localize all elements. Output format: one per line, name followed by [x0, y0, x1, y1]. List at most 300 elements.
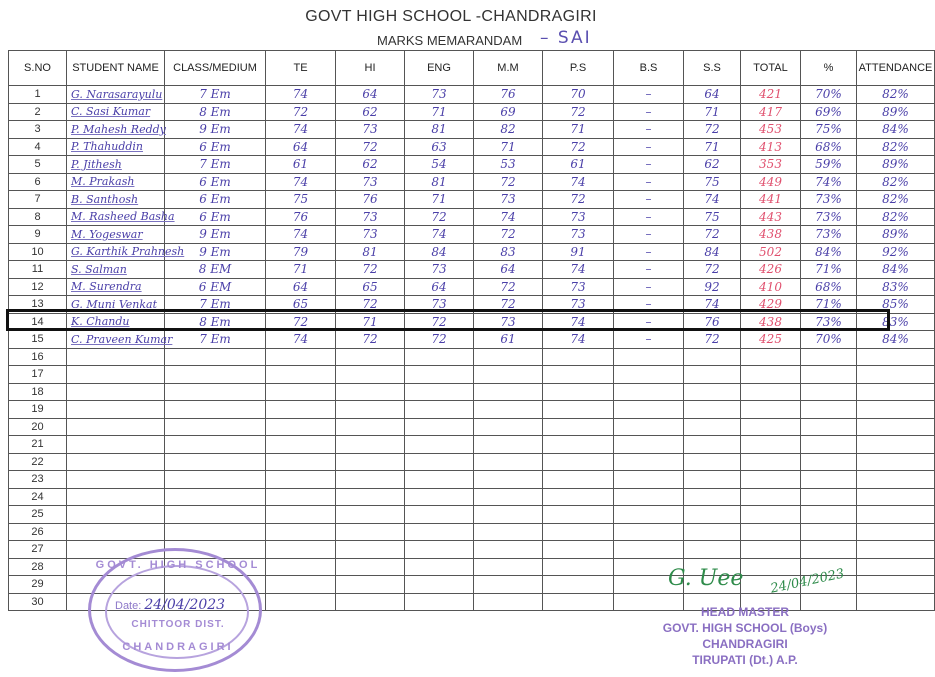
cell-total — [741, 506, 801, 524]
cell-attendance: 89% — [857, 156, 935, 174]
hm-line-2: GOVT. HIGH SCHOOL (Boys) — [662, 621, 828, 635]
cell-total — [741, 383, 801, 401]
signature-date: 24/04/2023 — [769, 566, 846, 597]
hm-line-1: HEAD MASTER — [700, 605, 789, 619]
column-header-percent: % — [801, 51, 857, 86]
cell-bs — [614, 488, 684, 506]
cell-student-name — [67, 471, 165, 489]
cell-percent: 71% — [801, 296, 857, 314]
cell-eng: 71 — [405, 191, 474, 209]
cell-hi — [336, 523, 405, 541]
table-row — [9, 243, 935, 261]
cell-attendance: 85% — [857, 296, 935, 314]
column-header-attendance: ATTENDANCE — [857, 51, 935, 86]
cell-mm — [474, 436, 543, 454]
cell-ps — [543, 418, 614, 436]
cell-ps: 73 — [543, 226, 614, 244]
cell-hi — [336, 436, 405, 454]
cell-student-name: S. Salman — [67, 261, 165, 279]
cell-te: 74 — [266, 121, 336, 139]
cell-attendance — [857, 576, 935, 594]
cell-total — [741, 523, 801, 541]
cell-eng — [405, 541, 474, 559]
table-row — [9, 418, 935, 436]
cell-total: 443 — [741, 208, 801, 226]
cell-percent — [801, 488, 857, 506]
cell-mm: 64 — [474, 261, 543, 279]
cell-sno: 7 — [9, 191, 67, 209]
cell-hi — [336, 541, 405, 559]
cell-attendance — [857, 523, 935, 541]
table-row — [9, 121, 935, 139]
cell-student-name — [67, 488, 165, 506]
cell-total: 502 — [741, 243, 801, 261]
cell-total: 438 — [741, 313, 801, 331]
cell-te — [266, 488, 336, 506]
cell-mm — [474, 593, 543, 611]
cell-mm — [474, 453, 543, 471]
table-row — [9, 331, 935, 349]
cell-ss: 71 — [684, 103, 741, 121]
cell-total: 425 — [741, 331, 801, 349]
cell-hi — [336, 506, 405, 524]
cell-attendance — [857, 506, 935, 524]
cell-sno: 18 — [9, 383, 67, 401]
table-row — [9, 471, 935, 489]
cell-class-medium: 7 Em — [165, 156, 266, 174]
cell-te — [266, 558, 336, 576]
cell-eng: 72 — [405, 313, 474, 331]
cell-te: 71 — [266, 261, 336, 279]
cell-te: 74 — [266, 86, 336, 104]
cell-te — [266, 401, 336, 419]
cell-hi: 62 — [336, 156, 405, 174]
cell-percent: 73% — [801, 191, 857, 209]
cell-student-name: G. Narasarayulu — [67, 86, 165, 104]
cell-student-name — [67, 436, 165, 454]
cell-sno: 3 — [9, 121, 67, 139]
cell-total: 453 — [741, 121, 801, 139]
cell-hi — [336, 488, 405, 506]
cell-sno: 9 — [9, 226, 67, 244]
cell-ss — [684, 541, 741, 559]
table-row — [9, 261, 935, 279]
cell-ps — [543, 401, 614, 419]
cell-ss: 76 — [684, 313, 741, 331]
cell-bs — [614, 541, 684, 559]
cell-bs: – — [614, 121, 684, 139]
cell-eng — [405, 348, 474, 366]
cell-te — [266, 436, 336, 454]
cell-ps — [543, 506, 614, 524]
cell-student-name: C. Sasi Kumar — [67, 103, 165, 121]
cell-percent: 70% — [801, 331, 857, 349]
cell-bs: – — [614, 331, 684, 349]
cell-ss — [684, 436, 741, 454]
cell-te: 79 — [266, 243, 336, 261]
cell-class-medium — [165, 506, 266, 524]
table-row — [9, 506, 935, 524]
cell-ps — [543, 576, 614, 594]
cell-percent — [801, 436, 857, 454]
cell-ss — [684, 471, 741, 489]
header-row — [9, 51, 935, 86]
cell-eng: 72 — [405, 208, 474, 226]
stamp-district: CHITTOOR DIST. — [131, 619, 225, 630]
cell-student-name: K. Chandu — [67, 313, 165, 331]
cell-percent: 69% — [801, 103, 857, 121]
cell-mm — [474, 401, 543, 419]
table-row — [9, 103, 935, 121]
cell-eng: 84 — [405, 243, 474, 261]
cell-mm — [474, 506, 543, 524]
cell-ps: 74 — [543, 173, 614, 191]
cell-bs: – — [614, 261, 684, 279]
hm-line-4: TIRUPATI (Dt.) A.P. — [692, 653, 798, 667]
table-row — [9, 453, 935, 471]
cell-student-name — [67, 348, 165, 366]
cell-ps — [543, 348, 614, 366]
cell-ps: 72 — [543, 191, 614, 209]
cell-attendance — [857, 418, 935, 436]
cell-te — [266, 348, 336, 366]
cell-hi: 64 — [336, 86, 405, 104]
cell-ss — [684, 506, 741, 524]
cell-class-medium: 9 Em — [165, 243, 266, 261]
cell-percent: 70% — [801, 86, 857, 104]
cell-ps: 72 — [543, 103, 614, 121]
cell-bs — [614, 453, 684, 471]
cell-ss: 72 — [684, 331, 741, 349]
cell-class-medium: 6 Em — [165, 208, 266, 226]
table-row — [9, 226, 935, 244]
cell-student-name — [67, 453, 165, 471]
cell-class-medium — [165, 436, 266, 454]
cell-bs — [614, 383, 684, 401]
cell-ps — [543, 453, 614, 471]
cell-class-medium — [165, 523, 266, 541]
cell-mm — [474, 348, 543, 366]
cell-class-medium — [165, 348, 266, 366]
cell-sno: 23 — [9, 471, 67, 489]
cell-ps: 73 — [543, 296, 614, 314]
cell-percent — [801, 401, 857, 419]
cell-mm — [474, 471, 543, 489]
cell-eng: 73 — [405, 261, 474, 279]
cell-mm: 53 — [474, 156, 543, 174]
cell-bs — [614, 366, 684, 384]
cell-bs — [614, 401, 684, 419]
cell-ps — [543, 471, 614, 489]
cell-class-medium: 6 Em — [165, 173, 266, 191]
cell-sno: 30 — [9, 593, 67, 611]
cell-mm: 71 — [474, 138, 543, 156]
cell-total — [741, 541, 801, 559]
cell-te: 64 — [266, 138, 336, 156]
cell-attendance — [857, 453, 935, 471]
cell-sno: 20 — [9, 418, 67, 436]
cell-bs — [614, 506, 684, 524]
cell-total — [741, 436, 801, 454]
cell-te — [266, 576, 336, 594]
cell-attendance — [857, 488, 935, 506]
cell-percent — [801, 453, 857, 471]
cell-attendance: 83% — [857, 313, 935, 331]
cell-sno: 19 — [9, 401, 67, 419]
cell-ps: 72 — [543, 138, 614, 156]
cell-te — [266, 593, 336, 611]
cell-mm: 72 — [474, 173, 543, 191]
cell-eng: 54 — [405, 156, 474, 174]
cell-bs — [614, 348, 684, 366]
cell-student-name — [67, 523, 165, 541]
cell-class-medium — [165, 453, 266, 471]
cell-te — [266, 383, 336, 401]
cell-percent: 68% — [801, 138, 857, 156]
cell-sno: 15 — [9, 331, 67, 349]
cell-mm: 73 — [474, 313, 543, 331]
cell-hi: 72 — [336, 296, 405, 314]
cell-hi — [336, 401, 405, 419]
cell-ps: 61 — [543, 156, 614, 174]
cell-bs: – — [614, 278, 684, 296]
column-header-class-medium: CLASS/MEDIUM — [165, 51, 266, 86]
column-header-eng: ENG — [405, 51, 474, 86]
cell-ss: 62 — [684, 156, 741, 174]
cell-mm: 72 — [474, 296, 543, 314]
cell-attendance: 82% — [857, 208, 935, 226]
cell-ss: 74 — [684, 191, 741, 209]
cell-ps: 74 — [543, 313, 614, 331]
cell-class-medium — [165, 401, 266, 419]
cell-total — [741, 401, 801, 419]
cell-attendance — [857, 348, 935, 366]
cell-hi: 73 — [336, 173, 405, 191]
cell-sno: 5 — [9, 156, 67, 174]
cell-percent — [801, 348, 857, 366]
cell-percent: 73% — [801, 208, 857, 226]
cell-total: 441 — [741, 191, 801, 209]
cell-sno: 2 — [9, 103, 67, 121]
cell-ps: 73 — [543, 208, 614, 226]
cell-te — [266, 366, 336, 384]
cell-ss — [684, 366, 741, 384]
cell-te: 75 — [266, 191, 336, 209]
cell-student-name: G. Muni Venkat — [67, 296, 165, 314]
cell-attendance — [857, 383, 935, 401]
cell-ps — [543, 593, 614, 611]
school-title: GOVT HIGH SCHOOL -CHANDRAGIRI — [305, 8, 597, 25]
table-row — [9, 191, 935, 209]
cell-student-name — [67, 366, 165, 384]
cell-class-medium: 7 Em — [165, 296, 266, 314]
cell-mm: 83 — [474, 243, 543, 261]
cell-te: 65 — [266, 296, 336, 314]
cell-ss: 72 — [684, 121, 741, 139]
cell-total: 413 — [741, 138, 801, 156]
cell-sno: 25 — [9, 506, 67, 524]
cell-total: 449 — [741, 173, 801, 191]
cell-attendance — [857, 558, 935, 576]
cell-sno: 4 — [9, 138, 67, 156]
column-header-bs: B.S — [614, 51, 684, 86]
column-header-ps: P.S — [543, 51, 614, 86]
column-header-te: TE — [266, 51, 336, 86]
cell-hi — [336, 471, 405, 489]
cell-class-medium: 7 Em — [165, 86, 266, 104]
cell-ss — [684, 453, 741, 471]
handwritten-name: – SAI — [540, 28, 592, 48]
cell-total — [741, 488, 801, 506]
cell-total: 417 — [741, 103, 801, 121]
cell-ss: 75 — [684, 173, 741, 191]
cell-ss: 92 — [684, 278, 741, 296]
cell-eng — [405, 418, 474, 436]
cell-class-medium: 9 Em — [165, 121, 266, 139]
cell-class-medium: 6 EM — [165, 278, 266, 296]
cell-eng: 81 — [405, 173, 474, 191]
cell-hi: 73 — [336, 208, 405, 226]
cell-te — [266, 506, 336, 524]
cell-eng: 73 — [405, 296, 474, 314]
cell-sno: 24 — [9, 488, 67, 506]
cell-attendance: 83% — [857, 278, 935, 296]
column-header-hi: HI — [336, 51, 405, 86]
cell-mm: 72 — [474, 278, 543, 296]
cell-attendance: 84% — [857, 121, 935, 139]
cell-percent: 74% — [801, 173, 857, 191]
cell-sno: 27 — [9, 541, 67, 559]
cell-bs: – — [614, 173, 684, 191]
table-row — [9, 401, 935, 419]
cell-ps — [543, 558, 614, 576]
cell-te: 76 — [266, 208, 336, 226]
cell-hi: 72 — [336, 138, 405, 156]
cell-bs: – — [614, 296, 684, 314]
cell-hi — [336, 576, 405, 594]
column-header-total: TOTAL — [741, 51, 801, 86]
cell-sno: 16 — [9, 348, 67, 366]
cell-attendance — [857, 471, 935, 489]
cell-sno: 1 — [9, 86, 67, 104]
stamp-date-value: 24/04/2023 — [144, 597, 226, 613]
cell-bs — [614, 523, 684, 541]
cell-ps — [543, 383, 614, 401]
cell-eng — [405, 401, 474, 419]
cell-percent — [801, 523, 857, 541]
cell-student-name: P. Mahesh Reddy — [67, 121, 165, 139]
cell-ps: 71 — [543, 121, 614, 139]
cell-ps: 70 — [543, 86, 614, 104]
cell-eng: 81 — [405, 121, 474, 139]
cell-te: 72 — [266, 313, 336, 331]
cell-ps: 74 — [543, 261, 614, 279]
cell-total — [741, 366, 801, 384]
cell-eng: 74 — [405, 226, 474, 244]
cell-percent — [801, 471, 857, 489]
cell-ss: 74 — [684, 296, 741, 314]
cell-ps: 91 — [543, 243, 614, 261]
cell-total — [741, 418, 801, 436]
cell-sno: 10 — [9, 243, 67, 261]
cell-attendance — [857, 593, 935, 611]
table-row — [9, 208, 935, 226]
cell-mm — [474, 488, 543, 506]
cell-sno: 6 — [9, 173, 67, 191]
cell-total — [741, 348, 801, 366]
cell-hi: 73 — [336, 121, 405, 139]
cell-student-name — [67, 401, 165, 419]
cell-bs — [614, 471, 684, 489]
cell-attendance: 84% — [857, 261, 935, 279]
cell-mm: 69 — [474, 103, 543, 121]
cell-total — [741, 558, 801, 576]
cell-class-medium — [165, 383, 266, 401]
cell-bs: – — [614, 191, 684, 209]
cell-percent — [801, 383, 857, 401]
cell-ss — [684, 488, 741, 506]
cell-percent: 68% — [801, 278, 857, 296]
cell-percent: 84% — [801, 243, 857, 261]
cell-hi: 72 — [336, 331, 405, 349]
cell-attendance: 82% — [857, 138, 935, 156]
cell-eng — [405, 453, 474, 471]
cell-te: 64 — [266, 278, 336, 296]
cell-sno: 14 — [9, 313, 67, 331]
cell-te: 61 — [266, 156, 336, 174]
stamp-date — [115, 597, 225, 613]
cell-student-name: M. Rasheed Basha — [67, 208, 165, 226]
cell-student-name — [67, 418, 165, 436]
cell-class-medium: 6 Em — [165, 138, 266, 156]
cell-ps — [543, 436, 614, 454]
cell-total: 410 — [741, 278, 801, 296]
cell-student-name — [67, 383, 165, 401]
cell-mm: 82 — [474, 121, 543, 139]
cell-student-name: C. Praveen Kumar — [67, 331, 165, 349]
table-row — [9, 488, 935, 506]
cell-percent: 73% — [801, 313, 857, 331]
cell-mm — [474, 576, 543, 594]
cell-percent — [801, 506, 857, 524]
column-header-mm: M.M — [474, 51, 543, 86]
cell-class-medium: 9 Em — [165, 226, 266, 244]
cell-hi — [336, 418, 405, 436]
cell-bs: – — [614, 156, 684, 174]
cell-total: 429 — [741, 296, 801, 314]
cell-eng — [405, 523, 474, 541]
cell-hi — [336, 558, 405, 576]
cell-class-medium — [165, 418, 266, 436]
cell-ss — [684, 383, 741, 401]
cell-hi: 62 — [336, 103, 405, 121]
cell-bs: – — [614, 86, 684, 104]
cell-ss — [684, 401, 741, 419]
cell-total: 421 — [741, 86, 801, 104]
cell-te — [266, 541, 336, 559]
cell-percent — [801, 541, 857, 559]
cell-attendance: 89% — [857, 226, 935, 244]
cell-attendance — [857, 366, 935, 384]
cell-bs — [614, 418, 684, 436]
table-row — [9, 348, 935, 366]
column-header-sno: S.NO — [9, 51, 67, 86]
cell-eng: 64 — [405, 278, 474, 296]
cell-mm: 61 — [474, 331, 543, 349]
cell-attendance: 92% — [857, 243, 935, 261]
column-header-student-name: STUDENT NAME — [67, 51, 165, 86]
cell-bs: – — [614, 226, 684, 244]
